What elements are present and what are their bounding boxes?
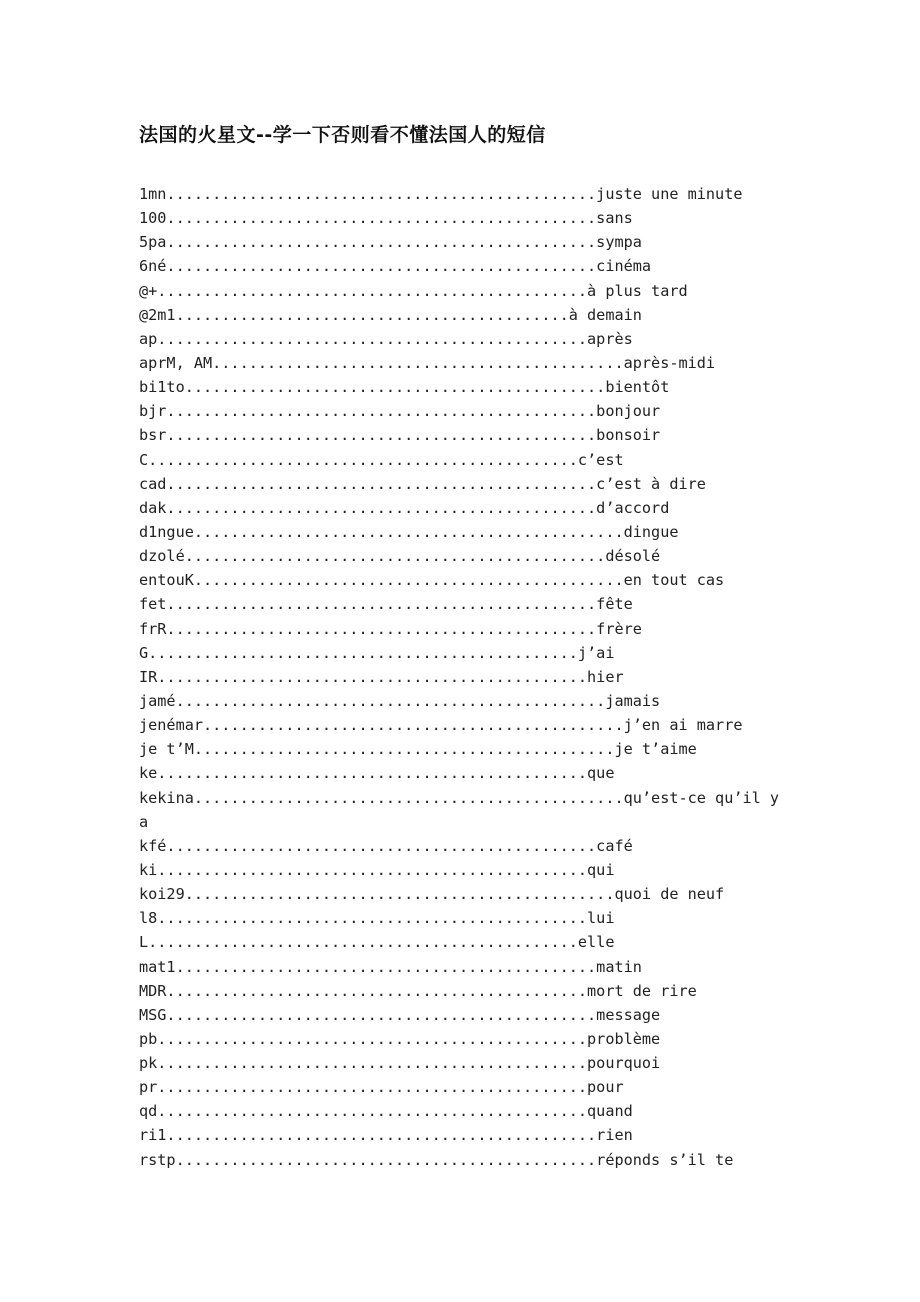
list-line: L...............................................elle <box>139 933 615 952</box>
list-line: bjr...............................................bonjour <box>139 402 661 421</box>
list-line: pb...............................................problème <box>139 1029 661 1048</box>
list-line: 5pa...............................................sympa <box>139 233 642 252</box>
abbreviation-list <box>139 182 799 1172</box>
list-line: 6né...............................................cinéma <box>139 257 652 276</box>
document-title: 法国的火星文--学一下否则看不懂法国人的短信 <box>139 124 546 146</box>
list-line: frR...............................................frère <box>139 619 642 638</box>
list-line: cad...............................................c’est à dire <box>139 474 706 493</box>
list-line: pk...............................................pourquoi <box>139 1054 661 1073</box>
list-line: je t’M..............................................je t’aime <box>139 740 697 759</box>
list-line: ri1...............................................rien <box>139 1126 633 1145</box>
list-line: @+...............................................à plus tard <box>139 281 688 300</box>
list-line: ap...............................................après <box>139 329 633 348</box>
list-line: bsr...............................................bonsoir <box>139 426 661 445</box>
list-line: aprM, AM.............................................après-midi <box>139 353 716 372</box>
list-line: dak...............................................d’accord <box>139 498 670 517</box>
list-line: 100...............................................sans <box>139 209 633 228</box>
list-line: jamé...............................................jamais <box>139 691 661 710</box>
list-line: ki...............................................qui <box>139 860 615 879</box>
list-line: kekina...............................................qu’est-ce qu’il y <box>139 788 780 807</box>
list-line: fet...............................................fête <box>139 595 633 614</box>
list-line: 1mn...............................................juste une minute <box>139 185 743 203</box>
list-line: @2m1...........................................à demain <box>139 305 642 324</box>
list-line: MSG...............................................message <box>139 1005 661 1024</box>
list-line: pr...............................................pour <box>139 1078 624 1097</box>
list-line: C...............................................c’est <box>139 450 624 469</box>
list-line: l8...............................................lui <box>139 909 615 928</box>
list-line: a <box>139 812 149 831</box>
list-line: bi1to..............................................bientôt <box>139 378 670 397</box>
list-line: IR...............................................hier <box>139 667 624 686</box>
list-line: dzolé..............................................désolé <box>139 547 661 566</box>
list-line: G...............................................j’ai <box>139 643 615 662</box>
list-line: rstp..............................................réponds s’il te <box>139 1150 734 1169</box>
list-line: ke...............................................que <box>139 764 615 783</box>
list-line: qd...............................................quand <box>139 1102 633 1121</box>
list-line: entouK...............................................en tout cas <box>139 571 725 590</box>
list-line: d1ngue...............................................dingue <box>139 522 679 541</box>
list-line: mat1..............................................matin <box>139 957 642 976</box>
list-line: kfé...............................................café <box>139 836 633 855</box>
list-line: MDR..............................................mort de rire <box>139 981 697 1000</box>
list-line: koi29...............................................quoi de neuf <box>139 885 725 904</box>
list-line: jenémar..............................................j’en ai marre <box>139 716 743 735</box>
